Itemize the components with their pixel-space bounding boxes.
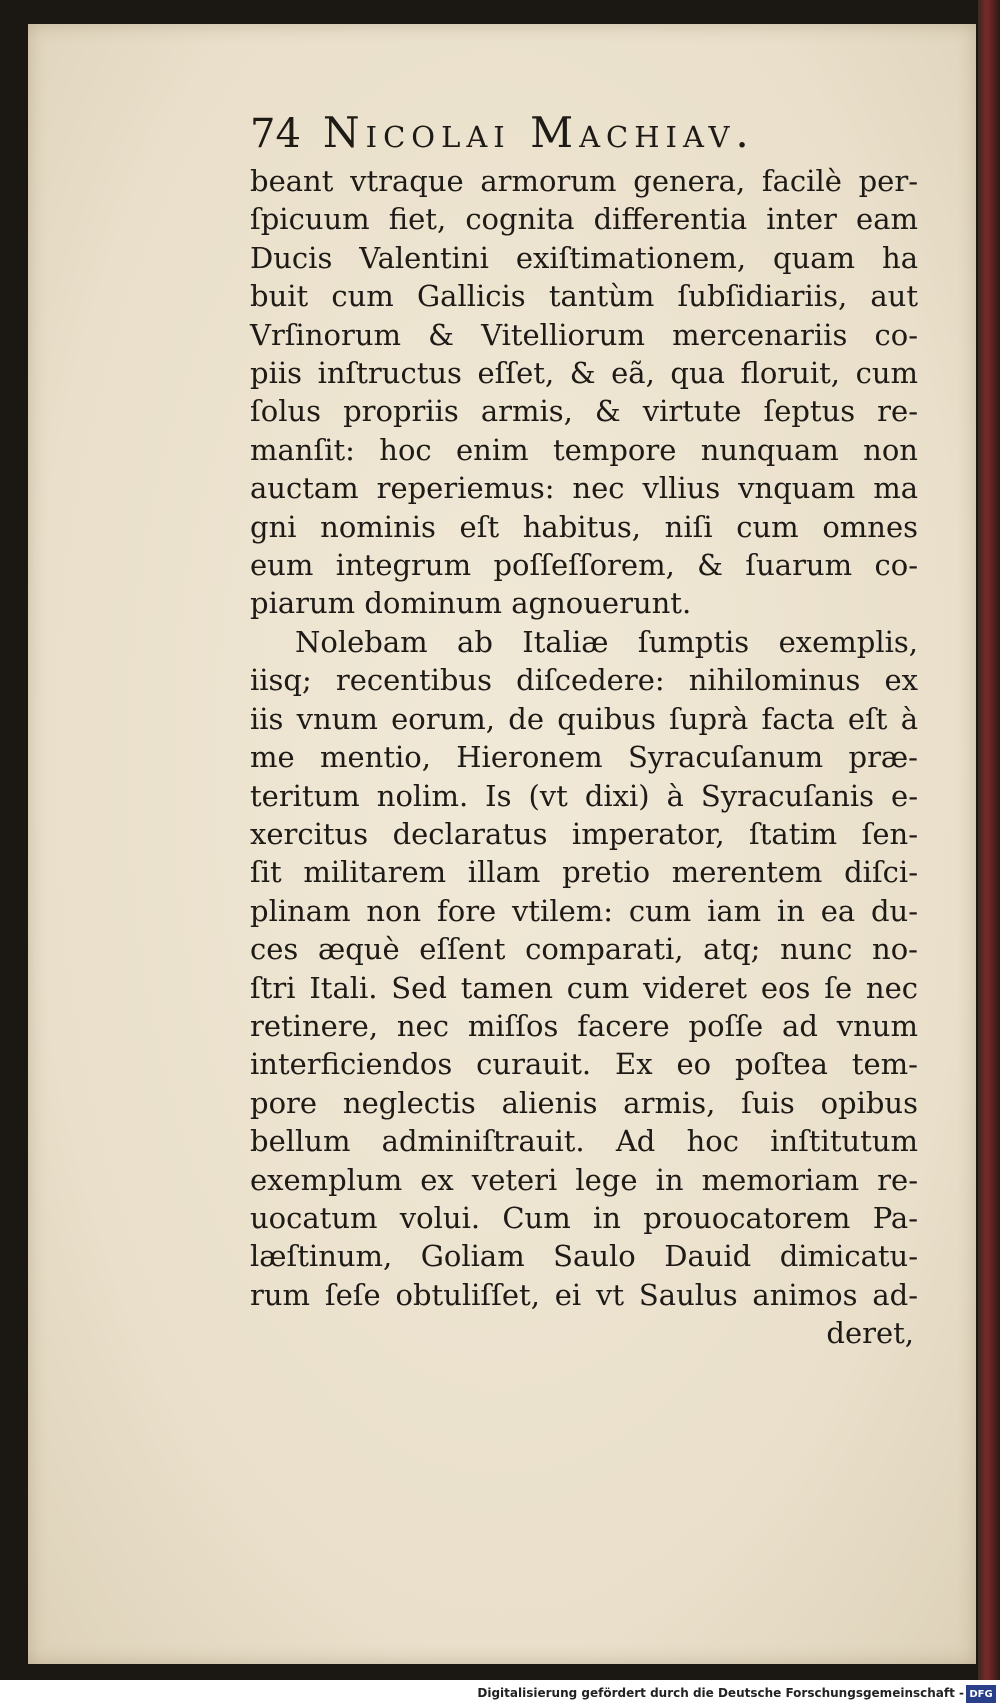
text-line: retinere, nec miſſos facere poſſe ad vnum [250,1008,918,1043]
running-title: Nicolai Machiav. [322,108,755,157]
text-line: Ducis Valentini exiſtimationem, quam ha [250,240,918,275]
text-line: piis inſtructus eſſet, & eã, qua floruit, cum [250,356,918,391]
funding-note: Digitalisierung gefördert durch die Deutsche Forschungsgemeinschaft - [477,1686,964,1700]
text-line: ſit militarem illam pretio merentem diſci- [250,855,918,890]
text-line: uocatum volui. Cum in prouocatorem Pa- [250,1200,918,1235]
text-line: ſtri Itali. Sed tamen cum videret eos ſe nec [250,970,918,1005]
text-line: manſit: hoc enim tempore nunquam non [250,432,918,467]
text-line: læſtinum, Goliam Saulo Dauid dimicatu- [250,1239,918,1274]
text-line: iis vnum eorum, de quibus ſuprà facta eſt à [250,701,918,736]
running-header [250,108,950,168]
text-line: beant vtraque armorum genera, facilè per- [250,164,918,198]
text-line: xercitus declaratus imperator, ſtatim ſen- [250,816,918,851]
text-line: Vrſinorum & Vitelliorum mercenariis co- [250,317,918,352]
dfg-logo: DFG [966,1685,996,1703]
catchword: deret, [826,1316,914,1351]
text-line: gni nominis eſt habitus, niſi cum omnes [250,509,918,544]
text-line: ſpicuum fiet, cognita differentia inter eam [250,202,918,237]
text-line-paragraph-end: piarum dominum agnouerunt. [250,586,692,621]
text-line: ſolus propriis armis, & virtute ſeptus re- [250,394,918,429]
text-line: auctam reperiemus: nec vllius vnquam ma [250,471,918,506]
text-line-paragraph-start: Nolebam ab Italiæ ſumptis exemplis, [295,624,918,659]
body-text [250,162,918,1353]
page-number: 74 [250,111,301,157]
text-line: eum integrum poſſeſſorem, & ſuarum co- [250,548,918,583]
text-line: me mentio, Hieronem Syracuſanum præ- [250,740,918,775]
text-line: ces æquè eſſent comparati, atq; nunc no- [250,932,918,967]
text-line: pore neglectis alienis armis, ſuis opibus [250,1085,918,1120]
text-line: interficiendos curauit. Ex eo poſtea tem- [250,1047,918,1082]
text-line: exemplum ex veteri lege in memoriam re- [250,1162,918,1197]
text-line: plinam non fore vtilem: cum iam in ea du- [250,893,918,928]
text-line: rum ſeſe obtuliſſet, ei vt Saulus animos ad- [250,1277,918,1312]
text-line: teritum nolim. Is (vt dixi) à Syracuſanis e- [250,778,918,813]
book-binding-edge [978,0,1000,1680]
text-line: iisq; recentibus diſcedere: nihilominus ex [250,663,918,698]
text-line: bellum adminiſtrauit. Ad hoc inſtitutum [250,1124,918,1159]
text-line: buit cum Gallicis tantùm ſubſidiariis, aut [250,279,918,314]
